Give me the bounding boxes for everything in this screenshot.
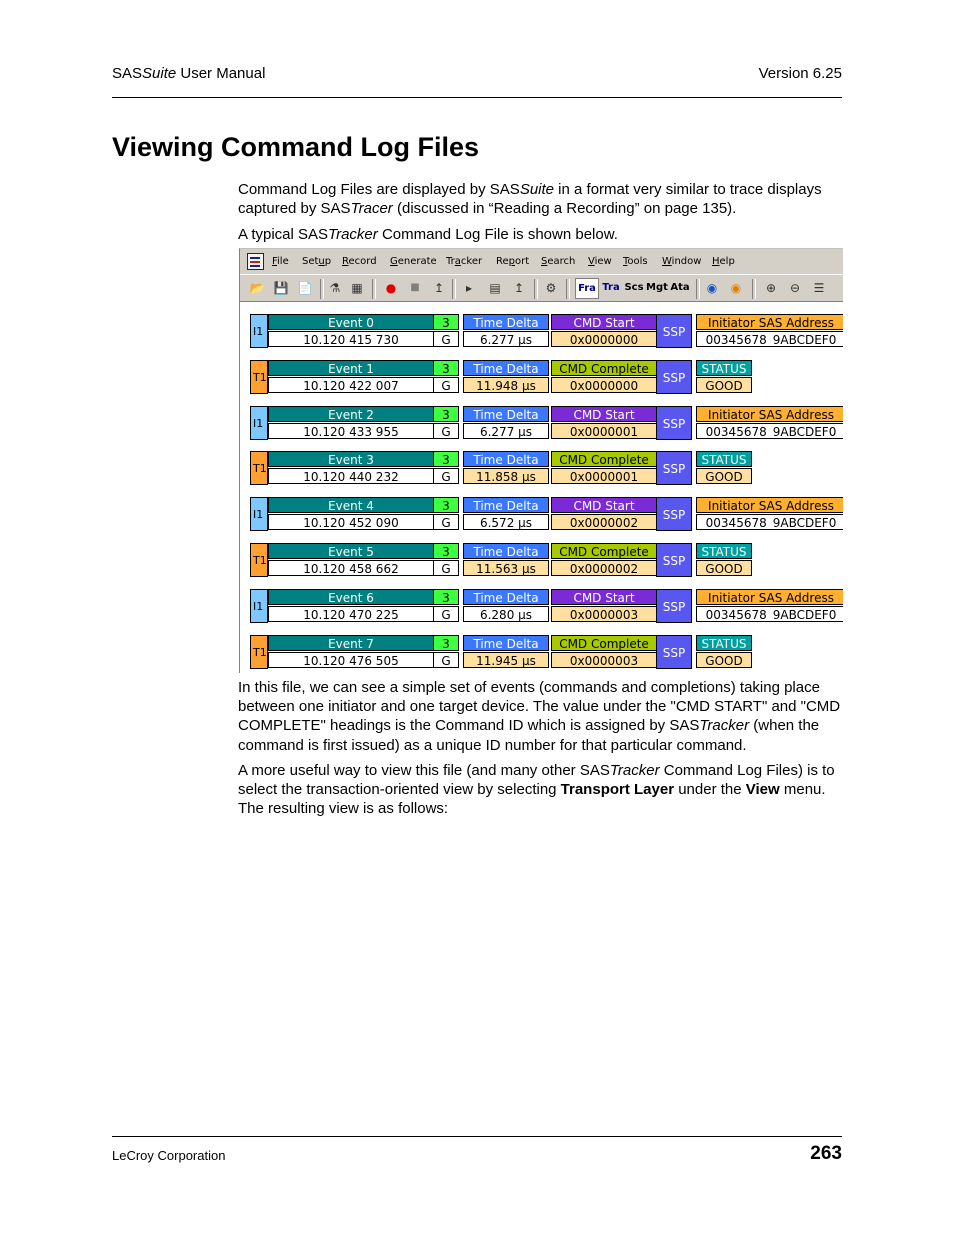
status-value: GOOD <box>696 560 752 576</box>
lane-count: 3 <box>433 314 459 330</box>
time-delta-value: 11.945 μs <box>463 652 549 668</box>
command-log-pane <box>240 303 843 673</box>
ata-view-button[interactable]: Ata <box>670 282 690 293</box>
menu-item[interactable]: File <box>272 256 289 267</box>
log-event-row[interactable] <box>250 497 843 533</box>
menu-item[interactable]: Record <box>342 256 377 267</box>
link-rate: G <box>433 560 459 576</box>
time-delta-label: Time Delta <box>463 543 549 559</box>
app-icon[interactable] <box>247 253 264 270</box>
footer-rule <box>112 1136 842 1137</box>
command-id: 0x0000000 <box>551 331 657 347</box>
cmd-start-label: CMD Start <box>551 406 657 422</box>
status-label: STATUS <box>696 360 752 376</box>
toolbar-separator <box>452 279 456 299</box>
transport-layer-paragraph: A more useful way to view this file (and many other SASTracker Command Log Files) is to select the transaction-oriented view by selecting Transport Layer under the View menu. The resulting view is as follows: <box>238 762 835 818</box>
link-rate: G <box>433 377 459 393</box>
cmd-complete-label: CMD Complete <box>551 451 657 467</box>
protocol-badge: SSP <box>656 635 692 669</box>
status-label: STATUS <box>696 543 752 559</box>
time-delta-label: Time Delta <box>463 497 549 513</box>
initiator-address-value: 00345678_9ABCDEF0 <box>696 331 843 347</box>
lane-count: 3 <box>433 451 459 467</box>
menu-item[interactable]: Tracker <box>446 256 483 267</box>
link-rate: G <box>433 652 459 668</box>
header-rule <box>112 97 842 98</box>
protocol-badge: SSP <box>656 406 692 440</box>
event-timestamp: 10.120 452 090 <box>268 514 434 530</box>
command-id: 0x0000001 <box>551 468 657 484</box>
cmd-complete-label: CMD Complete <box>551 635 657 651</box>
protocol-badge: SSP <box>656 589 692 623</box>
log-event-row[interactable] <box>250 635 843 671</box>
cmd-complete-label: CMD Complete <box>551 360 657 376</box>
filter-icon[interactable]: ⚗ <box>329 281 341 295</box>
footer-company: LeCroy Corporation <box>112 1148 226 1163</box>
initiator-address-value: 00345678_9ABCDEF0 <box>696 514 843 530</box>
link-rate: G <box>433 423 459 439</box>
cmd-complete-label: CMD Complete <box>551 543 657 559</box>
lane-count: 3 <box>433 635 459 651</box>
time-delta-value: 6.572 μs <box>463 514 549 530</box>
time-delta-label: Time Delta <box>463 451 549 467</box>
time-delta-value: 11.563 μs <box>463 560 549 576</box>
lane-count: 3 <box>433 589 459 605</box>
menu-bar <box>240 249 843 275</box>
columns-icon[interactable]: ▦ <box>351 281 363 295</box>
menu-item[interactable]: Tools <box>623 256 648 267</box>
status-label: STATUS <box>696 635 752 651</box>
link-rate: G <box>433 606 459 622</box>
toolbar-separator <box>372 279 376 299</box>
device-tag: T1 <box>250 635 268 669</box>
menu-item[interactable]: Window <box>662 256 702 267</box>
event-number: Event 4 <box>268 497 434 513</box>
toolbar-separator <box>752 279 756 299</box>
protocol-badge: SSP <box>656 314 692 348</box>
device-tag: T1 <box>250 451 268 485</box>
running-header-title: SASSuite User Manual <box>112 65 266 82</box>
command-id: 0x0000003 <box>551 652 657 668</box>
event-timestamp: 10.120 476 505 <box>268 652 434 668</box>
cmd-start-label: CMD Start <box>551 589 657 605</box>
event-number: Event 6 <box>268 589 434 605</box>
log-event-row[interactable] <box>250 589 843 625</box>
event-timestamp: 10.120 458 662 <box>268 560 434 576</box>
time-delta-value: 11.948 μs <box>463 377 549 393</box>
stack-icon[interactable]: ▤ <box>489 281 501 295</box>
time-delta-label: Time Delta <box>463 406 549 422</box>
link-rate: G <box>433 468 459 484</box>
time-delta-label: Time Delta <box>463 360 549 376</box>
device-tag: I1 <box>250 497 268 531</box>
status-value: GOOD <box>696 468 752 484</box>
time-delta-value: 6.277 μs <box>463 331 549 347</box>
event-number: Event 2 <box>268 406 434 422</box>
device-tag: T1 <box>250 360 268 394</box>
device-tag: I1 <box>250 589 268 623</box>
log-event-row[interactable] <box>250 406 843 442</box>
upload-icon[interactable]: ↥ <box>433 281 445 295</box>
toolbar-separator <box>566 279 570 299</box>
log-event-row[interactable] <box>250 314 843 350</box>
time-delta-label: Time Delta <box>463 589 549 605</box>
toolbar-separator <box>320 279 324 299</box>
menu-item[interactable]: Report <box>496 256 530 267</box>
event-timestamp: 10.120 433 955 <box>268 423 434 439</box>
event-number: Event 0 <box>268 314 434 330</box>
save-icon[interactable]: 💾 <box>273 281 289 295</box>
toolbar <box>240 275 843 302</box>
page-number: 263 <box>810 1143 842 1164</box>
settings-icon[interactable]: ⚙ <box>545 281 557 295</box>
toolbar-separator <box>534 279 538 299</box>
zoom-in-icon[interactable]: ⊕ <box>765 281 777 295</box>
document-icon[interactable]: 📄 <box>297 281 313 295</box>
event-timestamp: 10.120 422 007 <box>268 377 434 393</box>
folder-open-icon[interactable]: 📂 <box>249 281 265 295</box>
export-icon[interactable]: ↥ <box>513 281 525 295</box>
hierarchy-icon[interactable]: ☰ <box>813 281 825 295</box>
command-id: 0x0000000 <box>551 377 657 393</box>
log-event-row[interactable] <box>250 451 843 487</box>
event-number: Event 7 <box>268 635 434 651</box>
lane-count: 3 <box>433 543 459 559</box>
device-tag: I1 <box>250 314 268 348</box>
protocol-badge: SSP <box>656 543 692 577</box>
lane-count: 3 <box>433 406 459 422</box>
running-header-version: Version 6.25 <box>758 65 842 82</box>
event-number: Event 3 <box>268 451 434 467</box>
command-id: 0x0000002 <box>551 514 657 530</box>
lane-count: 3 <box>433 360 459 376</box>
link-rate: G <box>433 514 459 530</box>
event-timestamp: 10.120 470 225 <box>268 606 434 622</box>
management-view-button[interactable]: Mgt <box>646 282 668 293</box>
frame-view-button[interactable]: Fra <box>575 278 599 299</box>
lane-count: 3 <box>433 497 459 513</box>
target-icon[interactable]: ◉ <box>730 281 742 295</box>
status-value: GOOD <box>696 377 752 393</box>
typical-file-caption: A typical SASTracker Command Log File is shown below. <box>238 226 618 243</box>
link-rate: G <box>433 331 459 347</box>
status-value: GOOD <box>696 652 752 668</box>
time-delta-label: Time Delta <box>463 635 549 651</box>
initiator-address-label: Initiator SAS Address <box>696 314 843 330</box>
zoom-out-icon[interactable]: ⊖ <box>789 281 801 295</box>
log-event-row[interactable] <box>250 360 843 396</box>
log-event-row[interactable] <box>250 543 843 579</box>
time-delta-value: 6.277 μs <box>463 423 549 439</box>
menu-item[interactable]: Search <box>541 256 576 267</box>
initiator-address-value: 00345678_9ABCDEF0 <box>696 606 843 622</box>
cmd-start-label: CMD Start <box>551 497 657 513</box>
toolbar-separator <box>696 279 700 299</box>
initiator-address-value: 00345678_9ABCDEF0 <box>696 423 843 439</box>
protocol-badge: SSP <box>656 451 692 485</box>
initiator-address-label: Initiator SAS Address <box>696 589 843 605</box>
time-delta-label: Time Delta <box>463 314 549 330</box>
event-number: Event 5 <box>268 543 434 559</box>
intro-paragraph: Command Log Files are displayed by SASSuite in a format very similar to trace displays captured by SASTracer (discussed in “Reading a Recording” on page 135). <box>238 181 822 218</box>
device-tag: T1 <box>250 543 268 577</box>
device-tag: I1 <box>250 406 268 440</box>
status-label: STATUS <box>696 451 752 467</box>
scsi-view-button[interactable]: Scs <box>624 282 644 293</box>
time-delta-value: 6.280 μs <box>463 606 549 622</box>
initiator-address-label: Initiator SAS Address <box>696 406 843 422</box>
section-title: Viewing Command Log Files <box>112 132 480 162</box>
menu-item[interactable]: Generate <box>390 256 437 267</box>
protocol-badge: SSP <box>656 497 692 531</box>
command-id: 0x0000001 <box>551 423 657 439</box>
initiator-address-label: Initiator SAS Address <box>696 497 843 513</box>
menu-item[interactable]: Setup <box>302 256 332 267</box>
event-timestamp: 10.120 440 232 <box>268 468 434 484</box>
menu-item[interactable]: Help <box>712 256 735 267</box>
go-to-icon[interactable]: ▸ <box>465 281 473 295</box>
record-icon[interactable]: ● <box>385 281 397 295</box>
cmd-start-label: CMD Start <box>551 314 657 330</box>
stop-icon[interactable]: ■ <box>410 282 420 293</box>
protocol-badge: SSP <box>656 360 692 394</box>
event-timestamp: 10.120 415 730 <box>268 331 434 347</box>
initiator-icon[interactable]: ◉ <box>706 281 718 295</box>
explanation-paragraph: In this file, we can see a simple set of events (commands and completions) taking place between one initiator and one target device. The value under the "CMD START" and "CMD COMPLETE" headings is the Command ID which is assigned by SASTracker (when the command is first issued) as a unique ID number for that particular command. <box>238 679 841 754</box>
command-id: 0x0000003 <box>551 606 657 622</box>
time-delta-value: 11.858 μs <box>463 468 549 484</box>
transport-view-button[interactable]: Tra <box>602 282 620 293</box>
menu-item[interactable]: View <box>588 256 612 267</box>
command-id: 0x0000002 <box>551 560 657 576</box>
event-number: Event 1 <box>268 360 434 376</box>
command-log-screenshot <box>239 248 843 673</box>
